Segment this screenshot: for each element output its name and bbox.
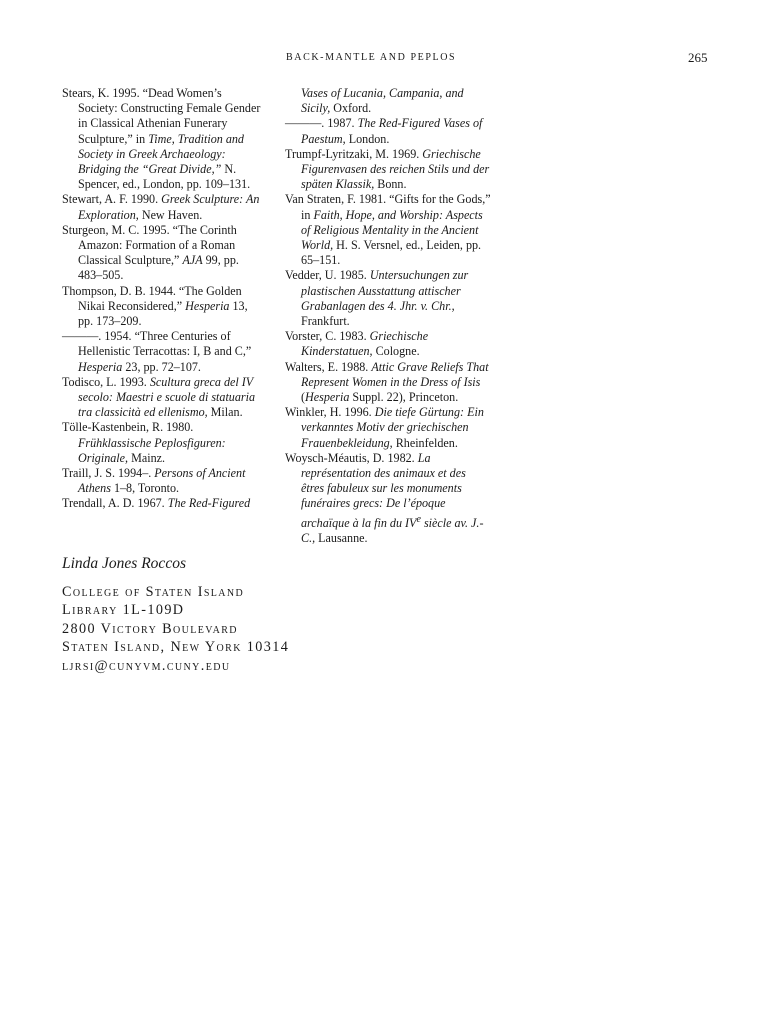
reference-entry: Trendall, A. D. 1967. The Red-Figured	[62, 496, 251, 511]
author-block	[62, 555, 289, 675]
address-line: Staten Island, New York 10314	[62, 639, 290, 656]
reference-entry: Thompson, D. B. 1944. “The Golden Nikai Reconsidered,” Hesperia 13, pp. 173–209.	[62, 283, 248, 329]
page-number: 265	[688, 50, 708, 65]
references-column-left	[62, 86, 262, 512]
reference-entry: ———. 1987. The Red-Figured Vases of Paestum, London.	[285, 116, 483, 146]
author-email[interactable]: ljrsi@cunyvm.cuny.edu	[62, 657, 231, 674]
reference-continuation: Vases of Lucania, Campania, and Sicily, Oxford.	[301, 86, 464, 116]
reference-entry: Traill, J. S. 1994–. Persons of Ancient Athens 1–8, Toronto.	[62, 466, 246, 496]
reference-entry: ———. 1954. “Three Centuries of Hellenistic Terracottas: I, B and C,” Hesperia 23, pp. 72–107.	[62, 329, 252, 374]
author-name: Linda Jones Roccos	[62, 555, 186, 572]
affiliation-line: College of Staten Island	[62, 584, 245, 600]
reference-entry: Winkler, H. 1996. Die tiefe Gürtung: Ein verkanntes Motiv der griechischen Frauenbekleidung, Rheinfelden.	[285, 405, 484, 450]
reference-entry: Trumpf-Lyritzaki, M. 1969. Griechische Figurenvasen des reichen Stils und der späten Klassik, Bonn.	[285, 146, 490, 192]
running-head: BACK-MANTLE AND PEPLOS	[286, 52, 457, 63]
reference-entry: Vedder, U. 1985. Untersuchungen zur plastischen Ausstattung attischer Grabanlagen des 4. Jhr. v. Chr., Frankfurt.	[285, 268, 469, 329]
reference-entry: Todisco, L. 1993. Scultura greca del IV secolo: Maestri e scuole di statuaria tra classicità ed ellenismo, Milan.	[62, 374, 256, 420]
reference-entry: Tölle-Kastenbein, R. 1980. Frühklassische Peplosfiguren: Originale, Mainz.	[62, 420, 226, 465]
reference-entry: Woysch-Méautis, D. 1982. La représentation des animaux et des êtres fabuleux sur les monuments funéraires grecs: De l’époque archaïque à la fin du IVe siècle av. J.-C., Lausanne.	[285, 450, 484, 545]
reference-entry: Stewart, A. F. 1990. Greek Sculpture: An Exploration, New Haven.	[62, 192, 260, 222]
reference-entry: Van Straten, F. 1981. “Gifts for the Gods,” in Faith, Hope, and Worship: Aspects of Religious Mentality in the Ancient World, H. S. Versnel, ed., Leiden, pp. 65–151.	[285, 192, 491, 268]
reference-entry: Stears, K. 1995. “Dead Women’s Society: Constructing Female Gender in Classical Athenian Funerary Sculpture,” in Time, Tradition and Society in Greek Archaeology: Bridging the “Great Divide,” N. Spencer, ed., London, pp. 109–131.	[62, 86, 261, 192]
reference-entry: Walters, E. 1988. Attic Grave Reliefs That Represent Women in the Dress of Isis (Hesperia Suppl. 22), Princeton.	[285, 359, 489, 405]
reference-entry: Sturgeon, M. C. 1995. “The Corinth Amazon: Formation of a Roman Classical Sculpture,” AJA 99, pp. 483–505.	[62, 222, 239, 283]
reference-entry: Vorster, C. 1983. Griechische Kinderstatuen, Cologne.	[285, 329, 429, 359]
address-line: Library 1L-109D	[62, 602, 185, 619]
address-line: 2800 Victory Boulevard	[62, 620, 238, 637]
references-column-right	[285, 86, 491, 546]
